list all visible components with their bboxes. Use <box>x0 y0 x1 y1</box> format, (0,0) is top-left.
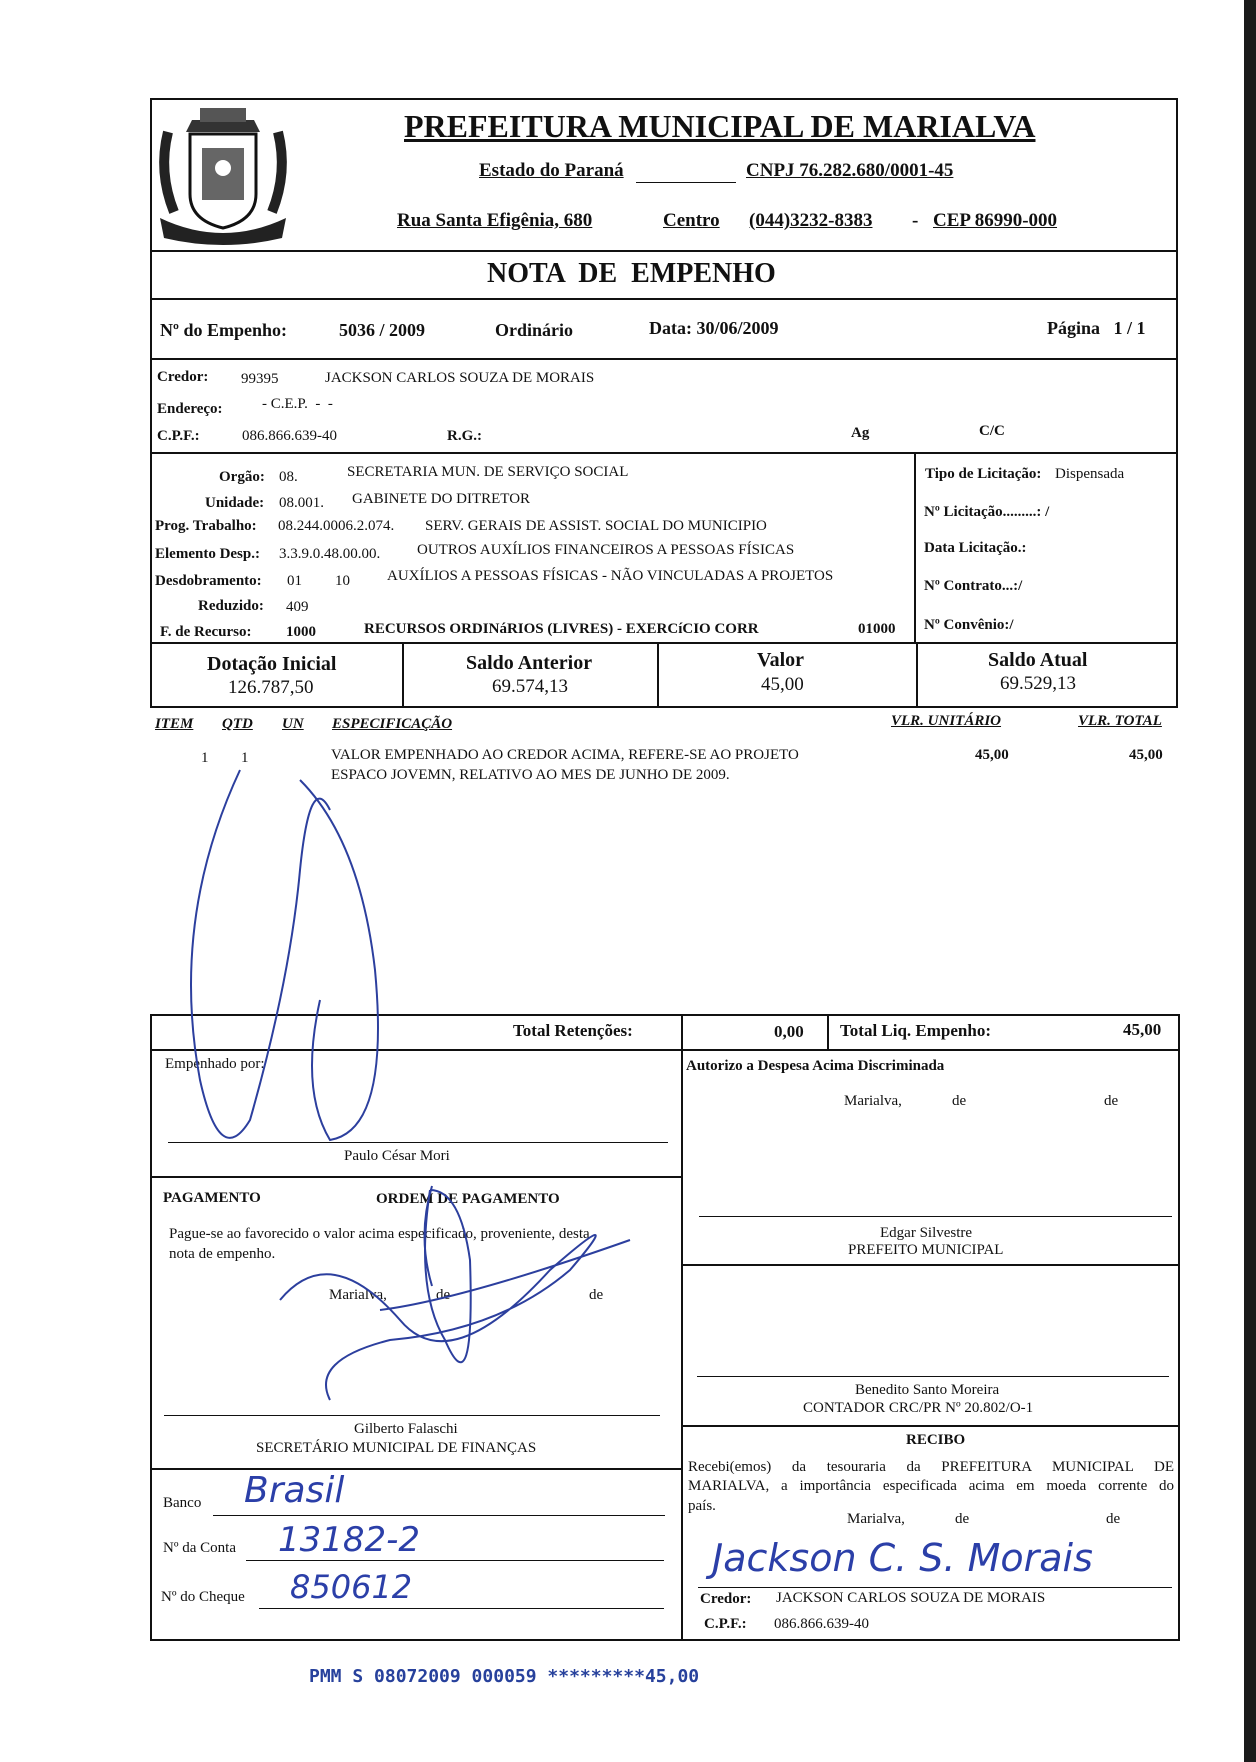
row-item: 1 <box>201 750 209 766</box>
licitacao-type-label: Tipo de Licitação: <box>925 466 1042 482</box>
payment-de-2: de <box>589 1287 604 1303</box>
orgao-code: 08. <box>279 469 298 485</box>
previous-balance-value: 69.574,13 <box>492 676 568 697</box>
desdobramento-code-1: 01 <box>287 573 302 589</box>
elemento-code: 3.3.9.0.48.00.00. <box>279 546 381 562</box>
orgao-name: SECRETARIA MUN. DE SERVIÇO SOCIAL <box>347 464 629 480</box>
receipt-creditor-label: Credor: <box>700 1591 752 1607</box>
payment-text-line-2: nota de empenho. <box>169 1246 276 1262</box>
licitacao-type-value: Dispensada <box>1055 466 1125 482</box>
account-number-label: Nº da Conta <box>163 1540 236 1556</box>
address-value: - C.E.P. - - <box>262 396 333 412</box>
receipt-de-2: de <box>1106 1511 1121 1527</box>
payment-de-1: de <box>436 1287 451 1303</box>
cheque-number-label: Nº do Cheque <box>161 1589 245 1605</box>
account-label: C/C <box>979 423 1005 439</box>
row-spec-line-1: VALOR EMPENHADO AO CREDOR ACIMA, REFERE-SE AO PROJETO <box>331 747 799 763</box>
address-district: Centro <box>663 210 720 231</box>
state-underline-gap <box>636 182 736 183</box>
prog-code: 08.244.0006.2.074. <box>278 518 395 534</box>
totals-div-1 <box>681 1014 683 1051</box>
address-label: Endereço: <box>157 401 223 417</box>
credor-label: Credor: <box>157 369 209 385</box>
desdobramento-label: Desdobramento: <box>155 573 262 589</box>
authorize-de-2: de <box>1104 1093 1119 1109</box>
signatures-divider <box>681 1049 683 1641</box>
initial-allocation-label: Dotação Inicial <box>207 653 337 675</box>
orgao-label: Orgão: <box>219 469 265 485</box>
payment-section-bottom <box>150 1468 682 1470</box>
coat-of-arms-logo <box>152 102 294 248</box>
empenhado-name: Paulo César Mori <box>344 1148 450 1164</box>
prog-name: SERV. GERAIS DE ASSIST. SOCIAL DO MUNICIPIO <box>425 518 767 534</box>
desdobramento-code-2: 10 <box>335 573 350 589</box>
receipt-text-line-2: MARIALVA, a importância especificada acima em moeda corrente do <box>688 1478 1174 1494</box>
receipt-text-line-3: país. <box>688 1498 716 1514</box>
cpf-value: 086.866.639-40 <box>242 428 337 444</box>
payment-title: PAGAMENTO <box>163 1190 261 1206</box>
prefeito-name: Edgar Silvestre <box>880 1225 973 1241</box>
licitacao-number: Nº Licitação.........: / <box>924 504 1050 520</box>
empenhado-signature-ink <box>190 760 440 1180</box>
current-balance-label: Saldo Atual <box>988 649 1088 671</box>
previous-balance-label: Saldo Anterior <box>466 652 593 674</box>
bank-line <box>213 1515 665 1516</box>
account-number-line <box>246 1560 664 1561</box>
payment-order-title: ORDEM DE PAGAMENTO <box>376 1191 560 1207</box>
state-name: Estado do Paraná <box>479 160 624 181</box>
amount-value: 45,00 <box>761 674 804 695</box>
prog-label: Prog. Trabalho: <box>155 518 257 534</box>
reduzido-label: Reduzido: <box>198 598 264 614</box>
licitacao-date: Data Licitação.: <box>924 540 1027 556</box>
empenho-date: Data: 30/06/2009 <box>649 318 779 338</box>
balances-div-3 <box>916 642 918 708</box>
row-spec-line-2: ESPACO JOVEMN, RELATIVO AO MES DE JUNHO DE 2009. <box>331 767 730 783</box>
budget-divider <box>914 452 916 644</box>
doc-title: NOTA DE EMPENHO <box>487 258 776 289</box>
creditor-signature-line <box>698 1587 1172 1588</box>
cheque-number-line <box>259 1608 664 1609</box>
receipt-creditor-name: JACKSON CARLOS SOUZA DE MORAIS <box>776 1590 1046 1606</box>
prefeito-section-bottom <box>681 1264 1180 1266</box>
authorize-text: Autorizo a Despesa Acima Discriminada <box>686 1058 945 1074</box>
cpf-label: C.P.F.: <box>157 428 200 444</box>
elemento-label: Elemento Desp.: <box>155 546 260 562</box>
credor-name: JACKSON CARLOS SOUZA DE MORAIS <box>325 370 595 386</box>
fonte-code: 1000 <box>286 624 316 640</box>
secretary-name: Gilberto Falaschi <box>354 1421 458 1437</box>
receipt-cpf-value: 086.866.639-40 <box>774 1616 869 1632</box>
fonte-name: RECURSOS ORDINáRIOS (LIVRES) - EXERCíCIO CORR <box>364 621 759 637</box>
desdobramento-name: AUXÍLIOS A PESSOAS FÍSICAS - NÃO VINCULADAS A PROJETOS <box>387 568 834 584</box>
rg-label: R.G.: <box>447 428 482 444</box>
agency-label: Ag <box>851 425 870 441</box>
secretary-title: SECRETÁRIO MUNICIPAL DE FINANÇAS <box>256 1440 537 1456</box>
col-item: ITEM <box>155 716 194 732</box>
initial-allocation-value: 126.787,50 <box>228 677 314 698</box>
empenhado-por-label: Empenhado por: <box>165 1056 265 1072</box>
order-signature-ink <box>412 1176 472 1296</box>
receipt-cpf-label: C.P.F.: <box>704 1616 747 1632</box>
reduzido-value: 409 <box>286 599 309 615</box>
balances-div-2 <box>657 642 659 708</box>
fonte-code-2: 01000 <box>858 621 896 637</box>
payment-stamp: PMM S 08072009 000059 *********45,00 <box>309 1666 700 1687</box>
withholdings-value: 0,00 <box>774 1022 804 1041</box>
cnpj: CNPJ 76.282.680/0001-45 <box>746 160 954 181</box>
row-unit-value: 45,00 <box>975 747 1009 763</box>
bank-label: Banco <box>163 1495 202 1511</box>
address-street: Rua Santa Efigênia, 680 <box>397 210 593 231</box>
page-edge <box>1244 0 1256 1762</box>
cep: CEP 86990-000 <box>933 210 1058 231</box>
receipt-text-line-1: Recebi(emos) da tesouraria da PREFEITURA MUNICIPAL DE <box>688 1459 1174 1475</box>
balances-div-1 <box>402 642 404 708</box>
col-un: UN <box>282 716 304 732</box>
receipt-de-1: de <box>955 1511 970 1527</box>
elemento-name: OUTROS AUXÍLIOS FINANCEIROS A PESSOAS FÍSICAS <box>417 542 795 558</box>
col-spec: ESPECIFICAÇÃO <box>332 716 453 732</box>
row-qtd: 1 <box>241 750 249 766</box>
account-number-handwritten: 13182-2 <box>278 1520 421 1560</box>
contador-name: Benedito Santo Moreira <box>855 1382 1000 1398</box>
fonte-label: F. de Recurso: <box>160 624 252 640</box>
municipality-title: PREFEITURA MUNICIPAL DE MARIALVA <box>404 108 1036 144</box>
creditor-handwritten-signature: Jackson C. S. Morais <box>712 1536 1093 1580</box>
contador-section-bottom <box>681 1425 1180 1427</box>
row-total-value: 45,00 <box>1129 747 1163 763</box>
address-sep: - <box>912 210 919 231</box>
empenho-type: Ordinário <box>495 320 574 340</box>
cheque-number-handwritten: 850612 <box>290 1568 413 1606</box>
phone: (044)3232-8383 <box>749 210 873 231</box>
credor-code: 99395 <box>241 371 279 387</box>
contador-signature-line <box>697 1376 1169 1377</box>
payment-city: Marialva, <box>329 1287 387 1303</box>
amount-label: Valor <box>757 649 805 671</box>
col-unit-value: VLR. UNITÁRIO <box>891 713 1002 729</box>
payment-text-line-1: Pague-se ao favorecido o valor acima especificado, proveniente, desta <box>169 1226 590 1242</box>
page-number: Página 1 / 1 <box>1047 318 1146 338</box>
covenant-number: Nº Convênio:/ <box>924 617 1014 633</box>
authorize-city: Marialva, <box>844 1093 902 1109</box>
prefeito-signature-line <box>699 1216 1172 1217</box>
col-total-value: VLR. TOTAL <box>1078 713 1162 729</box>
net-empenho-label: Total Liq. Empenho: <box>840 1021 991 1040</box>
bank-handwritten: Brasil <box>244 1470 345 1511</box>
empenho-number: 5036 / 2009 <box>339 320 426 340</box>
col-qtd: QTD <box>222 716 253 732</box>
unidade-name: GABINETE DO DITRETOR <box>352 491 531 507</box>
totals-div-2 <box>827 1014 829 1051</box>
current-balance-value: 69.529,13 <box>1000 673 1076 694</box>
receipt-title: RECIBO <box>906 1432 966 1448</box>
net-empenho-value: 45,00 <box>1123 1020 1162 1039</box>
withholdings-label: Total Retenções: <box>513 1021 633 1040</box>
empenho-number-label: Nº do Empenho: <box>160 320 287 340</box>
unidade-code: 08.001. <box>279 495 324 511</box>
prefeito-title: PREFEITO MUNICIPAL <box>848 1242 1004 1258</box>
unidade-label: Unidade: <box>205 495 265 511</box>
contract-number: Nº Contrato...:/ <box>924 578 1023 594</box>
receipt-city: Marialva, <box>847 1511 905 1527</box>
contador-title: CONTADOR CRC/PR Nº 20.802/O-1 <box>803 1400 1034 1416</box>
authorize-de-1: de <box>952 1093 967 1109</box>
